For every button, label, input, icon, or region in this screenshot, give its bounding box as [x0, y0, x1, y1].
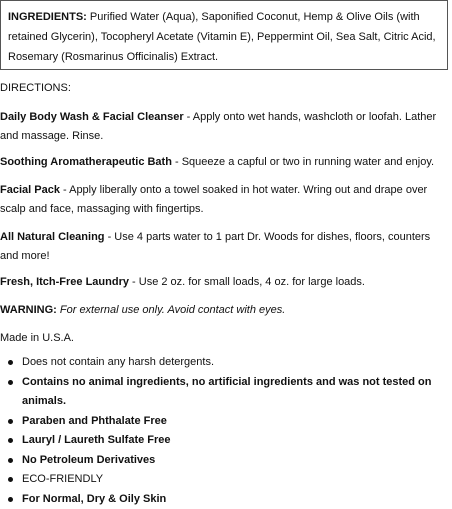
feature-item [0, 353, 452, 373]
direction-title: Daily Body Wash & Facial Cleanser [0, 111, 184, 123]
direction-text: - Use 4 parts water to 1 part Dr. Woods for dishes, floors, counters and more! [0, 231, 430, 262]
warning-label: WARNING: [0, 304, 57, 316]
features-list [0, 353, 452, 509]
direction-item [0, 273, 450, 292]
bullet-icon [8, 360, 13, 365]
direction-title: Soothing Aromatherapeutic Bath [0, 156, 172, 168]
directions-heading-text: DIRECTIONS: [0, 82, 71, 94]
directions-heading [0, 79, 450, 98]
direction-item [0, 108, 450, 146]
feature-text: Lauryl / Laureth Sulfate Free [22, 434, 171, 446]
direction-title: Facial Pack [0, 184, 60, 196]
bullet-icon [8, 438, 13, 443]
direction-title: Fresh, Itch-Free Laundry [0, 276, 129, 288]
made-in-text: Made in U.S.A. [0, 332, 74, 344]
feature-item [0, 451, 452, 471]
direction-item [0, 153, 450, 172]
ingredients-box [0, 0, 448, 70]
direction-text: - Squeeze a capful or two in running water and enjoy. [172, 156, 434, 168]
feature-text: Does not contain any harsh detergents. [22, 356, 214, 368]
feature-item [0, 470, 452, 490]
direction-text: - Apply liberally onto a towel soaked in hot water. Wring out and drape over scalp and face, massaging with fingertips. [0, 184, 427, 215]
bullet-icon [8, 458, 13, 463]
ingredients-text: Purified Water (Aqua), Saponified Coconut, Hemp & Olive Oils (with retained Glycerin), Tocopheryl Acetate (Vitamin E), Peppermint Oil, Sea Salt, Citric Acid, Rosemary (Rosmarinus Officinalis) Extract. [8, 11, 436, 63]
direction-item [0, 181, 450, 219]
warning [0, 301, 450, 320]
feature-item [0, 431, 452, 451]
feature-text: ECO-FRIENDLY [22, 473, 103, 485]
feature-item [0, 490, 452, 509]
feature-item [0, 412, 452, 432]
feature-text: Paraben and Phthalate Free [22, 415, 167, 427]
warning-text: For external use only. Avoid contact with eyes. [57, 304, 285, 316]
direction-text: - Use 2 oz. for small loads, 4 oz. for large loads. [129, 276, 365, 288]
direction-text: - Apply onto wet hands, washcloth or loofah. Lather and massage. Rinse. [0, 111, 436, 142]
feature-item [0, 373, 452, 412]
made-in [0, 329, 450, 348]
direction-title: All Natural Cleaning [0, 231, 105, 243]
bullet-icon [8, 380, 13, 385]
ingredients-label: INGREDIENTS: [8, 11, 87, 23]
feature-text: No Petroleum Derivatives [22, 454, 155, 466]
direction-item [0, 228, 450, 266]
feature-text: Contains no animal ingredients, no artificial ingredients and was not tested on animals. [22, 376, 432, 408]
feature-text: For Normal, Dry & Oily Skin [22, 493, 166, 505]
bullet-icon [8, 477, 13, 482]
bullet-icon [8, 497, 13, 502]
bullet-icon [8, 419, 13, 424]
